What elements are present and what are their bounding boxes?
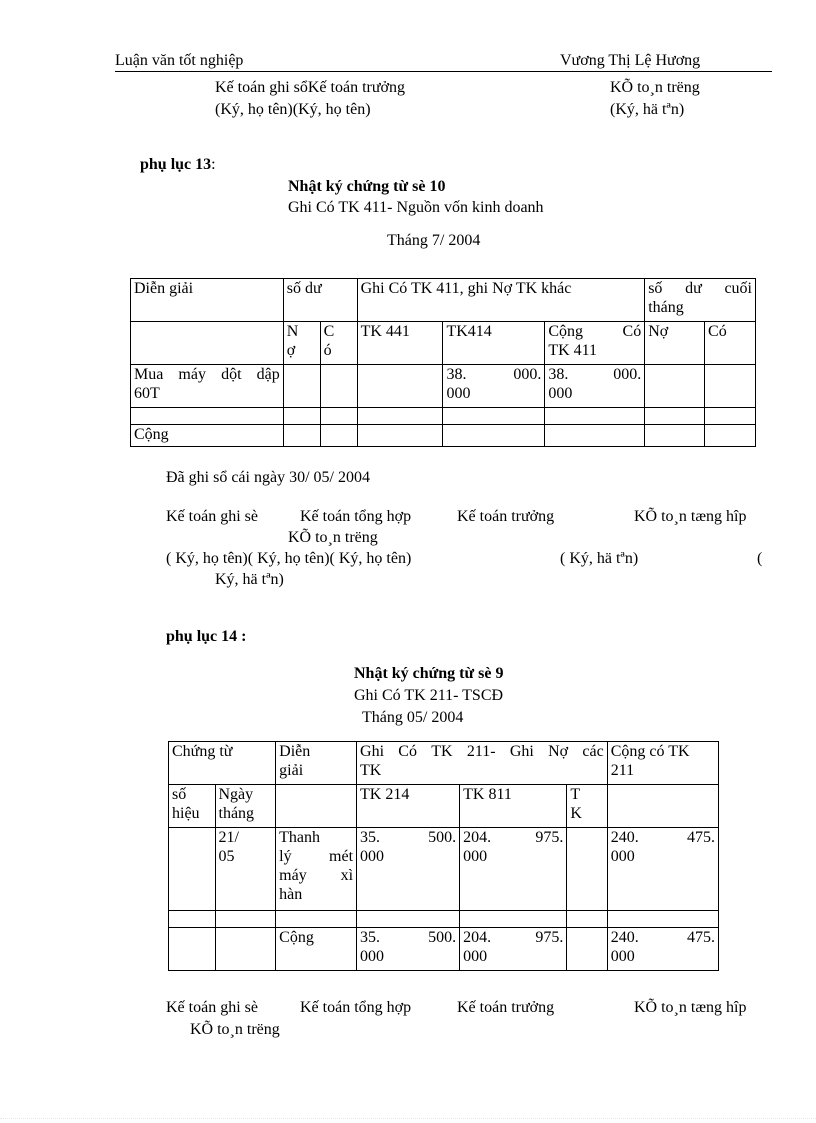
col-dien-giai: Diễn giải xyxy=(276,742,357,785)
table-row-total xyxy=(131,425,756,447)
so-du-cuoi-w3: cuối xyxy=(724,280,752,297)
sig-paren: ( xyxy=(757,550,763,567)
sig14-role-4: KÕ to¸n tæng hîp xyxy=(634,999,747,1016)
table-row xyxy=(169,828,719,911)
top-signature-roles: Kế toán ghi sổKế toán trưởng xyxy=(215,79,405,96)
sig-sign-1: ( Ký, hä tªn) xyxy=(560,550,639,567)
sub-tk: T K xyxy=(567,785,607,828)
journal10-table xyxy=(130,278,756,447)
sub-no-end: Nợ xyxy=(645,322,705,365)
journal9-subheader-row xyxy=(169,785,719,828)
sub-tk441: TK 441 xyxy=(357,322,443,365)
sub-co: C ó xyxy=(320,322,357,365)
sig14-role-3: Kế toán trưởng xyxy=(457,999,555,1016)
table-row-empty xyxy=(169,911,719,928)
appendix14-month: Tháng 05/ 2004 xyxy=(362,709,464,726)
appendix14-title: Nhật ký chứng từ sè 9 xyxy=(354,665,504,682)
sig-role-1: Kế toán ghi sè xyxy=(166,508,258,525)
sub-ngay-thang: Ngày tháng xyxy=(215,785,276,828)
sig14-role-1: Kế toán ghi sè xyxy=(166,999,258,1016)
sub-tk214: TK 214 xyxy=(357,785,460,828)
col-so-du: số dư xyxy=(283,279,357,322)
row1-cong: 38. 000. 000 xyxy=(545,365,645,408)
col-ghi-co: Ghi Có TK 411, ghi Nợ TK khác xyxy=(357,279,645,322)
col-cong-co: Cộng có TK 211 xyxy=(607,742,718,785)
so-du-cuoi-w2: dư xyxy=(685,280,702,297)
sub-tk811: TK 811 xyxy=(460,785,567,828)
sub-so-hieu: số hiệu xyxy=(169,785,216,828)
total-label: Cộng xyxy=(276,928,357,971)
row1-tk811: 204. 975. 000 xyxy=(460,828,567,911)
col-chung-tu: Chứng từ xyxy=(169,742,276,785)
sig-role-3: Kế toán trưởng xyxy=(457,508,555,525)
appendix13-month: Tháng 7/ 2004 xyxy=(387,232,481,249)
sub-cong-co: Cộng Có TK 411 xyxy=(545,322,645,365)
top-signature-names: (Ký, họ tên)(Ký, họ tên) xyxy=(215,101,371,118)
so-du-cuoi-w1: số xyxy=(648,280,663,297)
row1-tk414: 38. 000. 000 xyxy=(443,365,545,408)
sig-role-2: Kế toán tổng hợp xyxy=(300,508,412,525)
sig14-role-2: Kế toán tổng hợp xyxy=(300,999,412,1016)
sub-empty xyxy=(131,322,284,365)
header-left: Luận văn tốt nghiệp xyxy=(115,52,244,69)
journal10-header-row xyxy=(131,279,756,322)
total-tk214: 35. 500. 000 xyxy=(357,928,460,971)
sig-role-4: KÕ to¸n tæng hîp xyxy=(634,508,747,525)
journal10-subheader-row xyxy=(131,322,756,365)
total-tk811: 204. 975. 000 xyxy=(460,928,567,971)
row1-cong: 240. 475. 000 xyxy=(607,828,718,911)
page-bottom-rule xyxy=(0,1118,816,1119)
appendix13-title: Nhật ký chứng từ sè 10 xyxy=(288,178,446,195)
sub-co-end: Có xyxy=(705,322,756,365)
sig-sign-2: Ký, hä tªn) xyxy=(215,571,284,588)
sig-names: ( Ký, họ tên)( Ký, họ tên)( Ký, họ tên) xyxy=(166,550,412,567)
appendix13-subtitle: Ghi Có TK 411- Nguồn vốn kinh doanh xyxy=(288,199,544,216)
appendix13-label: phụ lục 13 xyxy=(140,156,212,173)
table-row xyxy=(131,365,756,408)
header-rule xyxy=(115,71,772,72)
col-dien-giai: Diễn giải xyxy=(131,279,284,322)
posted-note: Đã ghi sổ cái ngày 30/ 05/ 2004 xyxy=(166,469,370,486)
sub-tk414: TK414 xyxy=(443,322,545,365)
top-signature-role-right: KÕ to¸n trëng xyxy=(610,79,700,96)
sub-no: N ợ xyxy=(283,322,320,365)
top-signature-name-right: (Ký, hä tªn) xyxy=(610,101,685,118)
sig-role-5: KÕ to¸n trëng xyxy=(288,529,378,546)
total-label: Cộng xyxy=(131,425,284,447)
table-row-total xyxy=(169,928,719,971)
col-so-du-cuoi xyxy=(645,279,756,322)
sig14-role-5: KÕ to¸n trëng xyxy=(190,1021,280,1038)
total-cong: 240. 475. 000 xyxy=(607,928,718,971)
row1-desc: Thanh lý mét máy xì hàn xyxy=(276,828,357,911)
journal9-table xyxy=(168,741,719,971)
table-row-empty xyxy=(131,408,756,425)
col-ghi-co: Ghi Có TK 211- Ghi Nợ các TK xyxy=(357,742,608,785)
appendix14-subtitle: Ghi Có TK 211- TSCĐ xyxy=(354,687,504,704)
header-right: Vương Thị Lệ Hương xyxy=(560,52,701,69)
row1-tk214: 35. 500. 000 xyxy=(357,828,460,911)
appendix14-label: phụ lục 14 : xyxy=(166,628,247,645)
journal9-header-row xyxy=(169,742,719,785)
appendix13-heading xyxy=(140,155,216,174)
appendix13-colon: : xyxy=(211,156,216,173)
row1-date: 21/ 05 xyxy=(215,828,276,911)
so-du-cuoi-line2: tháng xyxy=(648,299,684,316)
row1-desc: Mua máy dột dập 60T xyxy=(131,365,284,408)
